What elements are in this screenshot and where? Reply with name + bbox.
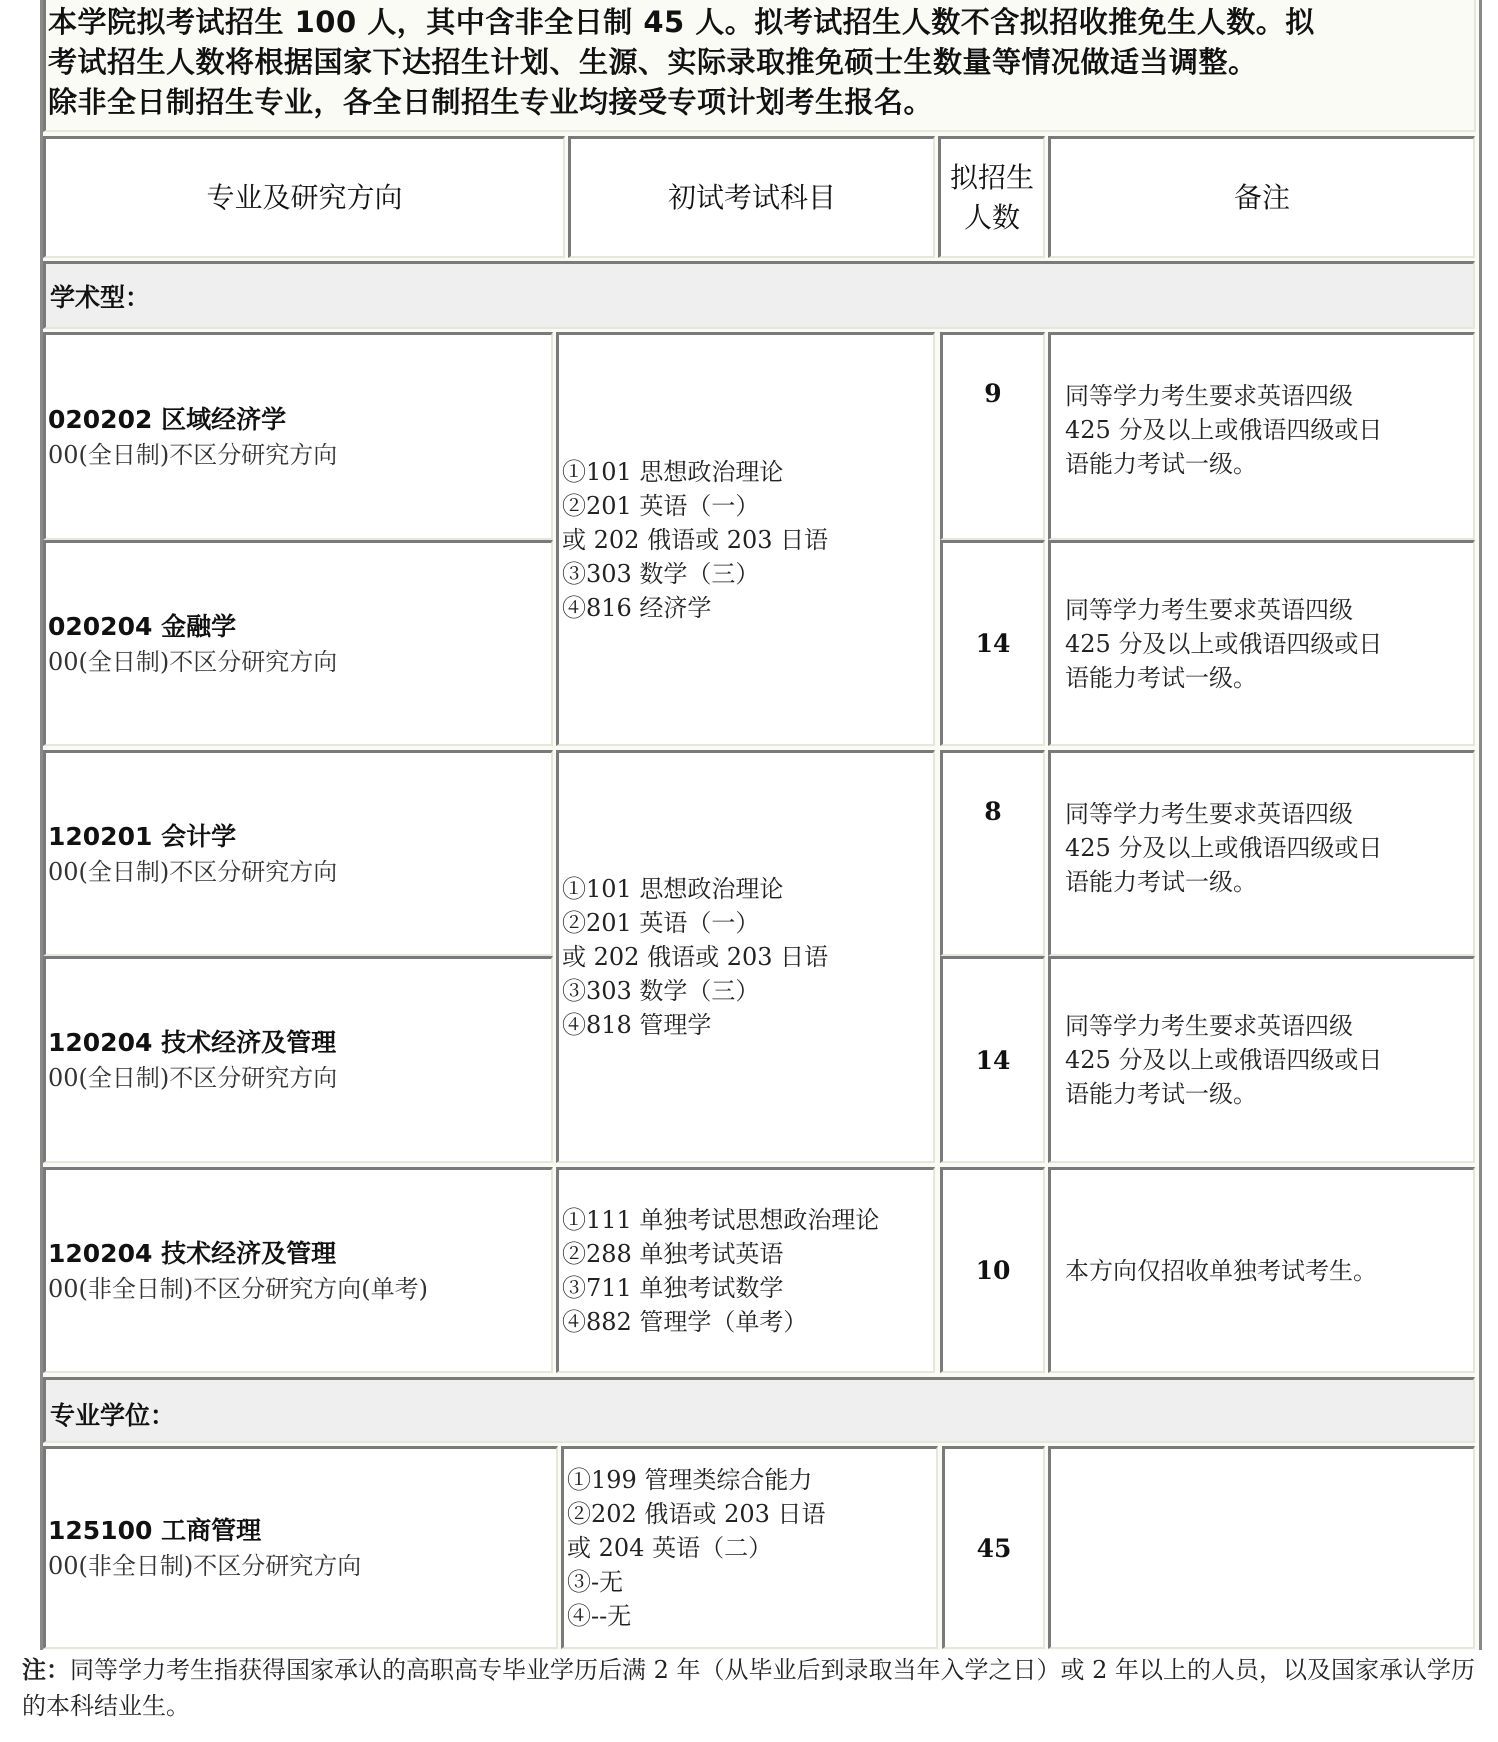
footnote-text: 同等学力考生指获得国家承认的高职高专毕业学历后满 2 年（从毕业后到录取当年入学之日）或 2 年以上的人员，以及国家承认学历的本科结业生。 <box>22 1656 1476 1720</box>
subject-item: ①199 管理类综合能力 <box>567 1466 813 1494</box>
section-professional-label: 专业学位： <box>50 1401 176 1430</box>
table-row-major <box>43 332 553 540</box>
table-row-major <box>43 1167 553 1373</box>
count-cell <box>940 332 1045 540</box>
header-count <box>938 136 1045 258</box>
section-professional-band <box>43 1377 1475 1443</box>
remark-line: 本方向仅招收单独考试考生。 <box>1065 1256 1377 1285</box>
subject-item: ①111 单独考试思想政治理论 <box>562 1205 880 1234</box>
subject-item: 或 202 俄语或 203 日语 <box>562 943 829 971</box>
subjects-cell <box>561 1446 938 1649</box>
major-direction: 00(全日制)不区分研究方向 <box>48 647 338 676</box>
subject-item: ②201 英语（一） <box>562 909 760 937</box>
major-code: 120201 会计学 <box>48 821 237 851</box>
remark-line: 语能力考试一级。 <box>1065 1080 1257 1108</box>
intro-cell <box>43 0 1476 132</box>
table-row-major <box>43 1446 558 1649</box>
header-major-label: 专业及研究方向 <box>206 180 403 214</box>
remark-cell-empty <box>1048 1446 1475 1649</box>
header-remarks <box>1048 136 1475 258</box>
table-row-major <box>43 540 553 746</box>
count-cell <box>940 540 1045 746</box>
header-subjects-label: 初试考试科目 <box>667 180 836 214</box>
major-code: 120204 技术经济及管理 <box>48 1028 337 1057</box>
subject-item: ①101 思想政治理论 <box>562 457 784 486</box>
remark-line: 425 分及以上或俄语四级或日 <box>1065 416 1383 444</box>
header-remarks-label: 备注 <box>1233 180 1290 214</box>
section-academic-band <box>43 261 1475 329</box>
subject-item: 或 204 英语（二） <box>567 1534 773 1562</box>
subject-item: ②288 单独考试英语 <box>562 1239 784 1268</box>
major-code: 020204 金融学 <box>48 611 237 641</box>
major-direction: 00(全日制)不区分研究方向 <box>48 1064 338 1092</box>
subject-item: ①101 思想政治理论 <box>562 875 784 903</box>
remark-line: 同等学力考生要求英语四级 <box>1065 595 1353 624</box>
count-value: 14 <box>975 629 1011 658</box>
header-major <box>43 136 565 258</box>
count-value: 45 <box>976 1533 1012 1563</box>
subjects-cell <box>556 332 935 746</box>
count-cell <box>940 750 1045 956</box>
table-row-major <box>43 956 553 1163</box>
subject-item: ②201 英语（一） <box>562 491 760 520</box>
count-cell <box>942 1446 1045 1649</box>
count-cell <box>940 1167 1045 1373</box>
footnote <box>22 1652 1492 1724</box>
count-cell <box>940 956 1045 1163</box>
remark-line: 语能力考试一级。 <box>1065 663 1257 692</box>
section-academic-label: 学术型： <box>50 282 151 312</box>
subject-item: ④818 管理学 <box>562 1011 712 1039</box>
count-value: 10 <box>975 1256 1011 1285</box>
subject-item: ③303 数学（三） <box>562 559 760 588</box>
subject-item: ④--无 <box>567 1602 632 1630</box>
remark-line: 同等学力考生要求英语四级 <box>1065 382 1353 410</box>
major-code: 125100 工商管理 <box>48 1516 262 1545</box>
major-direction: 00(全日制)不区分研究方向 <box>48 857 338 886</box>
subject-item: 或 202 俄语或 203 日语 <box>562 525 829 554</box>
major-direction: 00(非全日制)不区分研究方向 <box>48 1552 362 1580</box>
remark-line: 425 分及以上或俄语四级或日 <box>1065 629 1383 658</box>
header-subjects <box>568 136 935 258</box>
intro-line: 考试招生人数将根据国家下达招生计划、生源、实际录取推免硕士生数量等情况做适当调整。 <box>48 45 1258 79</box>
remark-line: 425 分及以上或俄语四级或日 <box>1065 834 1383 862</box>
count-value: 8 <box>984 797 1002 826</box>
remark-cell <box>1048 1167 1475 1373</box>
major-direction: 00(全日制)不区分研究方向 <box>48 440 338 469</box>
subject-item: ③-无 <box>567 1568 624 1596</box>
table-row-major <box>43 750 553 956</box>
intro-line: 除非全日制招生专业，各全日制招生专业均接受专项计划考生报名。 <box>48 85 934 119</box>
major-code: 120204 技术经济及管理 <box>48 1238 337 1268</box>
remark-cell <box>1048 332 1475 540</box>
intro-line: 本学院拟考试招生 100 人，其中含非全日制 45 人。拟考试招生人数不含拟招收推免生人数。拟 <box>48 5 1315 39</box>
subjects-cell <box>556 1167 935 1373</box>
subject-item: ④816 经济学 <box>562 593 712 622</box>
major-code: 020202 区域经济学 <box>48 404 287 434</box>
footnote-label: 注： <box>22 1656 70 1684</box>
header-count-line2: 人数 <box>963 200 1020 234</box>
remark-cell <box>1048 540 1475 746</box>
count-value: 9 <box>984 379 1002 408</box>
remark-line: 语能力考试一级。 <box>1065 868 1257 896</box>
remark-line: 同等学力考生要求英语四级 <box>1065 800 1353 828</box>
subject-item: ④882 管理学（单考） <box>562 1307 808 1336</box>
major-direction: 00(非全日制)不区分研究方向(单考) <box>48 1274 428 1303</box>
remark-line: 425 分及以上或俄语四级或日 <box>1065 1046 1383 1074</box>
remark-line: 语能力考试一级。 <box>1065 450 1257 478</box>
subject-item: ③711 单独考试数学 <box>562 1273 784 1302</box>
subject-item: ③303 数学（三） <box>562 977 760 1005</box>
remark-cell <box>1048 750 1475 956</box>
count-value: 14 <box>975 1045 1011 1075</box>
header-count-line1: 拟招生 <box>949 160 1034 194</box>
remark-line: 同等学力考生要求英语四级 <box>1065 1012 1353 1040</box>
subject-item: ②202 俄语或 203 日语 <box>567 1500 826 1528</box>
subjects-cell <box>556 750 935 1163</box>
remark-cell <box>1048 956 1475 1163</box>
